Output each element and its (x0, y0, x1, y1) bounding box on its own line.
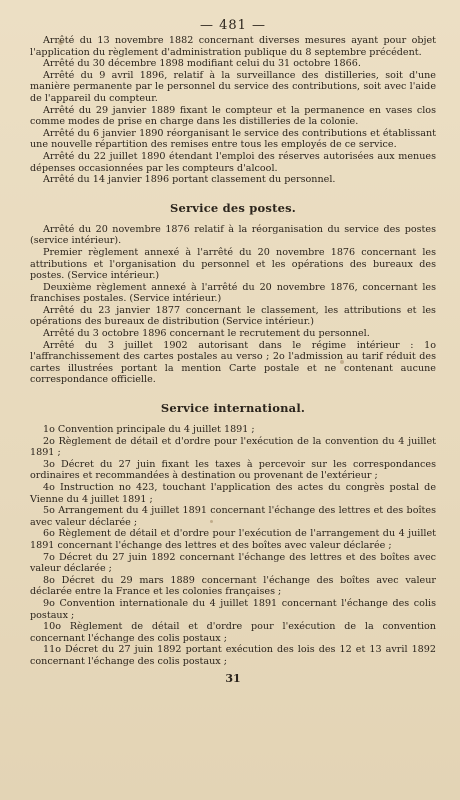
section-heading-postes: Service des postes. (170, 200, 296, 215)
paragraph: Premier règlement annexé à l'arrêté du 20 novembre 1876 concernant les attributions et l'organisation du personnel et les opérations des bureaux des postes. (Service intérieur.) (30, 246, 436, 282)
paragraph: Arrêté du 6 janvier 1890 réorganisant le service des contributions et établissant une nouvelle répartition des remises entre tous les employés de ce service. (30, 127, 436, 151)
paragraph: Arrêté du 29 janvier 1889 fixant le compteur et la permanence en vases clos comme modes de prise en charge dans les distilleries de la colonie. (30, 104, 436, 128)
paragraph: Arrêté du 14 janvier 1896 portant classement du personnel. (43, 174, 336, 186)
list-item: 1o Convention principale du 4 juillet 1891 ; (43, 424, 255, 436)
list-item: 6o Règlement de détail et d'ordre pour l'exécution de l'arrangement du 4 juillet 1891 concernant l'échange des lettres et des boîtes avec valeur déclarée ; (30, 528, 436, 551)
list-item: 7o Décret du 27 juin 1892 concernant l'échange des lettres et des boîtes avec valeur déclarée ; (30, 551, 436, 575)
foxing-spot (340, 360, 344, 364)
paragraph: Arrêté du 3 juillet 1902 autorisant dans le régime intérieur : 1o l'affranchissement des cartes postales au verso ; 2o l'admission au tarif réduit des cartes illustrées portant la mention Carte postale et ne contenant aucune correspondance officielle. (30, 339, 436, 386)
paragraph: Arrêté du 20 novembre 1876 relatif à la réorganisation du service des postes (service intérieur). (30, 223, 436, 247)
list-item: 8o Décret du 29 mars 1889 concernant l'échange des boîtes avec valeur déclarée entre la France et les colonies françaises ; (30, 574, 436, 598)
intro-block (30, 35, 436, 186)
foxing-spot (58, 40, 63, 45)
page-number: — 481 — (199, 18, 267, 33)
international-list (30, 424, 436, 667)
paragraph: Arrêté du 13 novembre 1882 concernant diverses mesures ayant pour objet l'application du règlement d'administration publique du 8 septembre précédent. (30, 35, 436, 58)
list-item: 11o Décret du 27 juin 1892 portant exécution des lois des 12 et 13 avril 1892 concernant l'échange des colis postaux ; (30, 644, 436, 667)
list-item: 2o Règlement de détail et d'ordre pour l'exécution de la convention du 4 juillet 1891 ; (30, 435, 436, 459)
list-item: 9o Convention internationale du 4 juillet 1891 concernant l'échange des colis postaux ; (30, 597, 436, 621)
paragraph: Arrêté du 3 octobre 1896 concernant le recrutement du personnel. (43, 328, 370, 340)
signature-mark: 31 (225, 671, 241, 685)
foxing-spot (210, 520, 213, 523)
paragraph: Arrêté du 22 juillet 1890 étendant l'emploi des réserves autorisées aux menues dépenses occasionnées par les compteurs d'alcool. (30, 150, 436, 174)
list-item: 5o Arrangement du 4 juillet 1891 concernant l'échange des lettres et des boîtes avec valeur déclarée ; (30, 505, 436, 528)
section-heading-international: Service international. (160, 401, 306, 416)
paragraph: Arrêté du 30 décembre 1898 modifiant celui du 31 octobre 1866. (43, 58, 361, 70)
list-item: 10o Règlement de détail et d'ordre pour l'exécution de la convention concernant l'échange des colis postaux ; (30, 621, 436, 644)
paragraph: Arrêté du 23 janvier 1877 concernant le classement, les attributions et les opérations des bureaux de distribution (Service intérieur.) (30, 304, 436, 328)
paragraph: Deuxième règlement annexé à l'arrêté du 20 novembre 1876, concernant les franchises postales. (Service intérieur.) (30, 281, 436, 305)
list-item: 3o Décret du 27 juin fixant les taxes à percevoir sur les correspondances ordinaires et recommandées à destination ou provenant de l'extérieur ; (30, 458, 436, 482)
paragraph: Arrêté du 9 avril 1896, relatif à la surveillance des distilleries, soit d'une manière permanente par le personnel du service des contributions, soit avec l'aide de l'appareil du compteur. (30, 69, 436, 104)
postes-block (30, 224, 436, 386)
list-item: 4o Instruction no 423, touchant l'application des actes du congrès postal de Vienne du 4 juillet 1891 ; (30, 482, 436, 505)
